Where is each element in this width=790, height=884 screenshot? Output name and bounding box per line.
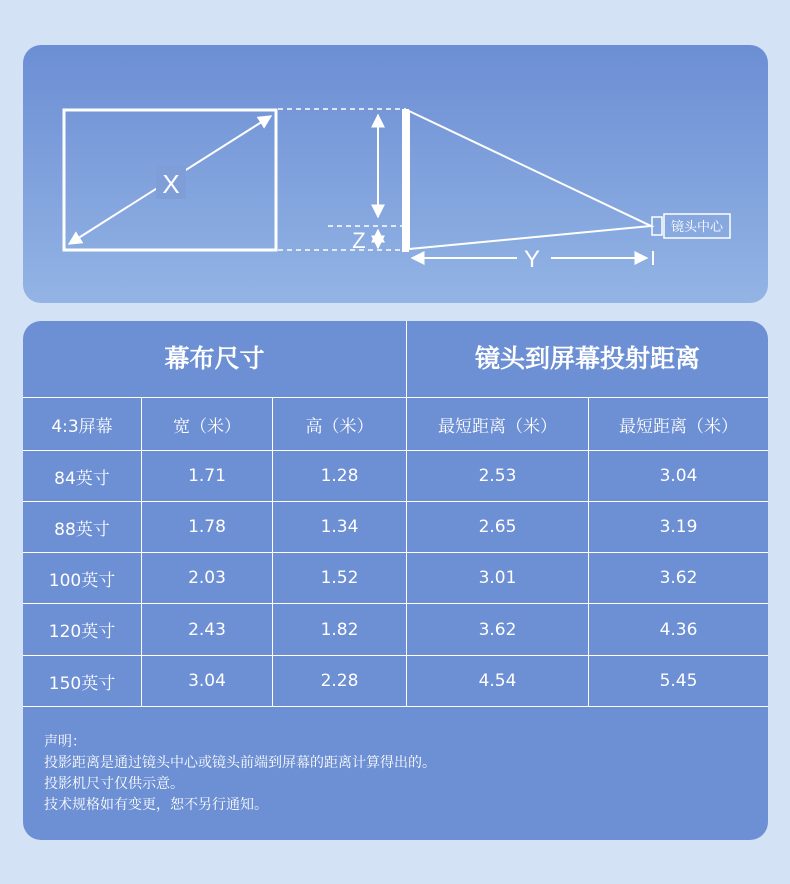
disclaimer-title: 声明： bbox=[44, 734, 86, 750]
table-cell-width: 2.03 bbox=[188, 568, 226, 588]
projection-cone bbox=[409, 111, 651, 249]
disclaimer-line: 投影机尺寸仅供示意。 bbox=[44, 776, 184, 792]
disclaimer bbox=[44, 732, 436, 816]
table-cell-width: 3.04 bbox=[188, 671, 226, 691]
table-cell-distance: 4.36 bbox=[659, 619, 698, 640]
group-header-screen-size: 幕布尺寸 bbox=[164, 344, 265, 373]
table-cell-distance: 5.45 bbox=[659, 671, 698, 691]
column-header: 最短距离（米） bbox=[619, 416, 738, 437]
projection-table bbox=[23, 321, 768, 840]
column-header: 最短距离（米） bbox=[438, 416, 557, 437]
table-cell-min-distance: 3.62 bbox=[478, 619, 517, 640]
projection-diagram bbox=[23, 45, 768, 303]
column-header: 高（米） bbox=[305, 416, 374, 437]
disclaimer-line: 投影距离是通过镜头中心或镜头前端到屏幕的距离计算得出的。 bbox=[44, 755, 436, 771]
table-cell-distance: 3.19 bbox=[659, 517, 698, 537]
table-cell-size: 120英寸 bbox=[48, 622, 116, 642]
column-header: 宽（米） bbox=[173, 416, 241, 437]
column-header: 4:3屏幕 bbox=[51, 416, 113, 437]
table-cell-min-distance: 2.53 bbox=[478, 466, 517, 486]
table-cell-size: 84英寸 bbox=[54, 468, 110, 489]
group-header-throw-distance: 镜头到屏幕投射距离 bbox=[474, 344, 700, 373]
table-cell-min-distance: 2.65 bbox=[478, 517, 517, 537]
table-cell-width: 1.78 bbox=[188, 517, 226, 537]
table-cell-height: 1.34 bbox=[320, 517, 359, 537]
x-label: X bbox=[162, 169, 180, 199]
diagram-svg bbox=[23, 45, 768, 303]
lens-label: 镜头中心 bbox=[670, 220, 724, 235]
table-cell-distance: 3.04 bbox=[659, 466, 698, 486]
lens-icon bbox=[652, 217, 662, 235]
y-label: Y bbox=[523, 246, 541, 273]
table-cell-size: 150英寸 bbox=[48, 673, 116, 694]
table-cell-size: 100英寸 bbox=[48, 570, 116, 591]
table-cell-height: 2.28 bbox=[320, 671, 359, 691]
table-cell-width: 2.43 bbox=[188, 619, 226, 640]
table-cell-distance: 3.62 bbox=[659, 568, 698, 588]
table-cell-min-distance: 4.54 bbox=[478, 671, 517, 691]
table-cell-height: 1.28 bbox=[320, 466, 359, 486]
table-cell-min-distance: 3.01 bbox=[478, 568, 517, 588]
table-cell-size: 88英寸 bbox=[54, 519, 110, 540]
screen-side-view bbox=[402, 109, 409, 252]
table-cell-height: 1.52 bbox=[320, 568, 359, 588]
table-cell-width: 1.71 bbox=[188, 466, 226, 486]
z-label: Z bbox=[352, 228, 366, 253]
row-divider bbox=[23, 706, 768, 707]
disclaimer-line: 技术规格如有变更，恕不另行通知。 bbox=[44, 797, 268, 813]
table-cell-height: 1.82 bbox=[320, 619, 359, 640]
